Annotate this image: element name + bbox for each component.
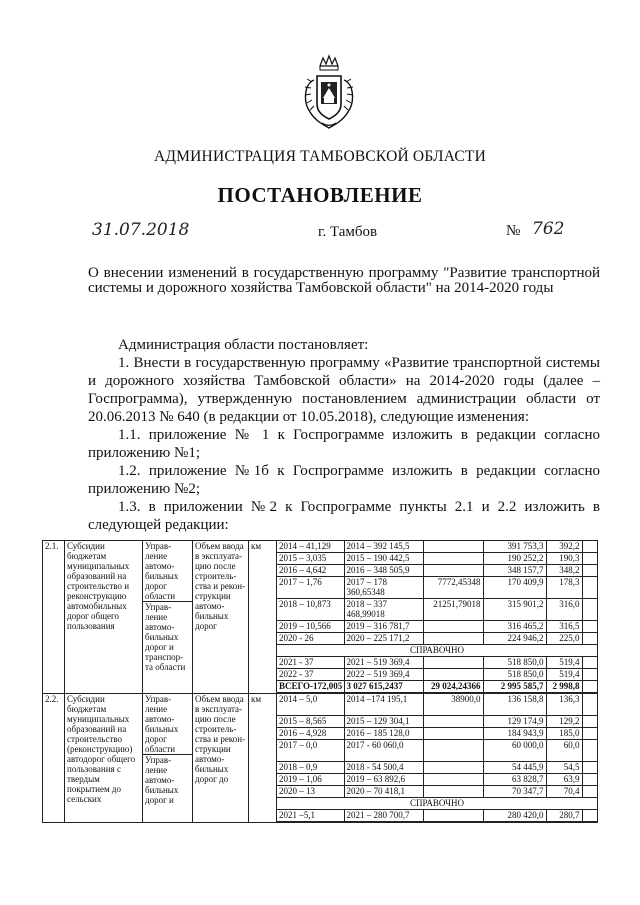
year-cell-a: 38900,0 — [423, 694, 483, 716]
empty-cell — [582, 728, 597, 740]
year-cell-a — [423, 716, 483, 728]
reference-label: СПРАВОЧНО — [277, 798, 597, 810]
body-paragraph-1: 1. Внести в государственную программу «Развитие транспортной системы и дорожного хозяйства Тамбовской области» на 2014-2020 годы (далее – Госпрограмма), утвержденную постановлением администрации области от 20.06.2013 № 640 (в редакции от 10.05.2018), следующие изменения: — [88, 355, 600, 425]
reference-label: СПРАВОЧНО — [277, 645, 597, 657]
year-cell-a — [423, 541, 483, 553]
year-cell-m: 2015 – 129 304,1 — [344, 716, 423, 728]
year-cell-b: 518 850,0 — [483, 669, 546, 681]
year-cell-y: 2015 – 3,035 — [277, 553, 344, 565]
empty-cell — [582, 657, 597, 669]
program-table — [42, 540, 598, 823]
year-cell-c: 70,4 — [546, 786, 582, 798]
year-cell-m: 2019 – 316 781,7 — [344, 621, 423, 633]
year-cell-m: 2019 – 63 892,6 — [344, 774, 423, 786]
row-number-text: 2.2. — [45, 694, 59, 704]
event-name-text: Субсидии бюджетам муниципальных образований на строительство (реконструкцию) автодорог общего пользования с твердым покрытием до сельских — [67, 694, 136, 804]
body-intro: Администрация области постановляет: — [118, 337, 369, 353]
year-cell-b: 518 850,0 — [483, 657, 546, 669]
empty-cell — [582, 565, 597, 577]
empty-cell — [582, 599, 597, 621]
year-cell-m: 2017 – 178 360,65348 — [344, 577, 423, 599]
year-row — [277, 657, 597, 669]
year-row — [277, 740, 597, 762]
empty-cell — [582, 694, 597, 716]
empty-cell — [582, 740, 597, 762]
executor-cell — [143, 694, 193, 823]
year-cell-y: 2019 – 1,06 — [277, 774, 344, 786]
page-cutoff — [42, 886, 598, 905]
year-row — [277, 728, 597, 740]
year-row — [277, 786, 597, 798]
empty-cell — [582, 681, 597, 693]
year-cell-b: 136 158,8 — [483, 694, 546, 716]
empty-cell — [582, 716, 597, 728]
unit-cell — [249, 694, 277, 823]
empty-cell — [582, 810, 597, 822]
empty-cell — [582, 553, 597, 565]
year-cell-c: 178,3 — [546, 577, 582, 599]
year-cell-a — [423, 810, 483, 822]
year-cell-a: 21251,79018 — [423, 599, 483, 621]
year-cell-c: 280,7 — [546, 810, 582, 822]
decree-city: г. Тамбов — [318, 224, 378, 240]
year-cell-y: 2017 – 0,0 — [277, 740, 344, 762]
indicator-name — [193, 541, 249, 694]
year-row — [277, 577, 597, 599]
year-cell-b: 63 828,7 — [483, 774, 546, 786]
year-cell-c: 519,4 — [546, 669, 582, 681]
year-cell-y: 2018 – 0,9 — [277, 762, 344, 774]
year-cell-c: 392,2 — [546, 541, 582, 553]
year-cell-b: 315 901,2 — [483, 599, 546, 621]
year-cell-a — [423, 728, 483, 740]
year-cell-m: 3 027 615,2437 — [344, 681, 423, 693]
year-cell-m: 2018 – 337 468,99018 — [344, 599, 423, 621]
year-row — [277, 633, 597, 645]
row-number — [43, 541, 65, 694]
empty-cell — [582, 621, 597, 633]
year-cell-c: 60,0 — [546, 740, 582, 762]
year-cell-a — [423, 633, 483, 645]
year-cell-y: 2014 – 5,0 — [277, 694, 344, 716]
yearly-data — [277, 541, 598, 694]
decree-subject: О внесении изменений в государственную программу "Развитие транспортной системы и дорожного хозяйства Тамбовской области" на 2014-2020 годы — [88, 265, 600, 296]
body-paragraph-1-1: 1.1. приложение № 1 к Госпрограмме изложить в редакции согласно приложению №1; — [88, 427, 600, 461]
year-cell-y: 2016 – 4,928 — [277, 728, 344, 740]
year-cell-m: 2017 - 60 060,0 — [344, 740, 423, 762]
coat-of-arms-emblem — [300, 52, 358, 132]
year-cell-m: 2014 –174 195,1 — [344, 694, 423, 716]
year-row — [277, 669, 597, 681]
year-cell-c: 519,4 — [546, 657, 582, 669]
year-cell-b: 2 995 585,7 — [483, 681, 546, 693]
year-cell-b: 190 252,2 — [483, 553, 546, 565]
year-cell-m: 2020 – 225 171,2 — [344, 633, 423, 645]
reference-row — [277, 645, 597, 657]
year-cell-a — [423, 740, 483, 762]
year-cell-b: 70 347,7 — [483, 786, 546, 798]
year-cell-c: 190,3 — [546, 553, 582, 565]
document-type-heading: ПОСТАНОВЛЕНИЕ — [217, 183, 423, 207]
year-cell-y: 2019 – 10,566 — [277, 621, 344, 633]
year-cell-m: 2015 – 190 442,5 — [344, 553, 423, 565]
year-cell-a: 7772,45348 — [423, 577, 483, 599]
year-row — [277, 810, 597, 822]
year-cell-y: 2020 – 13 — [277, 786, 344, 798]
table-row — [43, 541, 598, 694]
indicator-name-text: Объем ввода в эксплуата-цию после строитель-ства и рекон-струкции автомо-бильных дорог до — [195, 694, 246, 784]
executor-text: Управ-ление автомо-бильных дорог области — [143, 694, 192, 755]
year-cell-y: 2022 - 37 — [277, 669, 344, 681]
year-cell-a — [423, 669, 483, 681]
year-cell-c: 316,5 — [546, 621, 582, 633]
year-cell-c: 225,0 — [546, 633, 582, 645]
year-cell-m: 2020 – 70 418,1 — [344, 786, 423, 798]
executor-cell — [143, 541, 193, 694]
empty-cell — [582, 786, 597, 798]
year-cell-y: 2020 - 26 — [277, 633, 344, 645]
year-cell-a — [423, 565, 483, 577]
year-cell-m: 2021 – 519 369,4 — [344, 657, 423, 669]
indicator-name-text: Объем ввода в эксплуата-цию после строитель-ства и рекон-струкции автомо-бильных дорог — [195, 541, 246, 631]
decree-number-label: № — [506, 223, 521, 239]
year-cell-b: 348 157,7 — [483, 565, 546, 577]
year-cell-c: 54,5 — [546, 762, 582, 774]
body-paragraph-1-3: 1.3. в приложении №2 к Госпрограмме пункты 2.1 и 2.2 изложить в следующей редакции: — [88, 499, 600, 533]
year-cell-a: 29 024,24366 — [423, 681, 483, 693]
empty-cell — [582, 774, 597, 786]
reference-row — [277, 798, 597, 810]
row-number-text: 2.1. — [45, 541, 59, 551]
row-number — [43, 694, 65, 823]
year-row — [277, 762, 597, 774]
table-row — [43, 694, 598, 823]
year-row — [277, 541, 597, 553]
year-cell-a — [423, 657, 483, 669]
year-row — [277, 553, 597, 565]
year-cell-m: 2014 – 392 145,5 — [344, 541, 423, 553]
year-cell-b: 129 174,9 — [483, 716, 546, 728]
empty-cell — [582, 762, 597, 774]
year-cell-b: 316 465,2 — [483, 621, 546, 633]
year-cell-a — [423, 786, 483, 798]
year-cell-y: 2015 – 8,565 — [277, 716, 344, 728]
year-cell-m: 2016 – 348 505,9 — [344, 565, 423, 577]
executor-text: Управ-ление автомо-бильных дорог и транспор-та области — [145, 602, 186, 672]
year-row — [277, 599, 597, 621]
year-cell-c: 129,2 — [546, 716, 582, 728]
year-cell-c: 185,0 — [546, 728, 582, 740]
body-paragraph-1-2: 1.2. приложение №1б к Госпрограмме изложить в редакции согласно приложению №2; — [88, 463, 600, 497]
year-cell-b: 60 000,0 — [483, 740, 546, 762]
year-cell-c: 348,2 — [546, 565, 582, 577]
empty-cell — [582, 669, 597, 681]
empty-cell — [582, 577, 597, 599]
year-cell-b: 54 445,9 — [483, 762, 546, 774]
event-name-text: Субсидии бюджетам муниципальных образований на строительство и реконструкцию автомобильных дорог общего пользования — [67, 541, 130, 631]
decree-date: 31.07.2018 — [92, 220, 190, 240]
year-row — [277, 774, 597, 786]
year-cell-m: 2018 - 54 500,4 — [344, 762, 423, 774]
year-cell-a — [423, 621, 483, 633]
empty-cell — [582, 541, 597, 553]
year-row — [277, 716, 597, 728]
unit-cell-text: км — [251, 694, 262, 704]
total-row — [277, 681, 597, 693]
executor-text: Управ-ление автомо-бильных дорог области — [143, 541, 192, 602]
yearly-data — [277, 694, 598, 823]
year-cell-b: 184 943,9 — [483, 728, 546, 740]
year-cell-b: 280 420,0 — [483, 810, 546, 822]
event-name — [65, 694, 143, 823]
year-cell-y: 2016 – 4,642 — [277, 565, 344, 577]
year-cell-a — [423, 774, 483, 786]
decree-body — [88, 336, 600, 534]
year-cell-m: 2021 – 280 700,7 — [344, 810, 423, 822]
administration-title: АДМИНИСТРАЦИЯ ТАМБОВСКОЙ ОБЛАСТИ — [154, 148, 486, 165]
empty-cell — [582, 633, 597, 645]
year-cell-c: 63,9 — [546, 774, 582, 786]
year-row — [277, 565, 597, 577]
year-cell-m: 2016 – 185 128,0 — [344, 728, 423, 740]
year-row — [277, 694, 597, 716]
year-cell-y: 2021 –5,1 — [277, 810, 344, 822]
year-cell-y: 2014 – 41,129 — [277, 541, 344, 553]
year-cell-c: 2 998,8 — [546, 681, 582, 693]
year-cell-y: 2017 – 1,76 — [277, 577, 344, 599]
year-cell-b: 224 946,2 — [483, 633, 546, 645]
decree-number: 762 — [532, 219, 565, 239]
year-cell-y: 2018 – 10,873 — [277, 599, 344, 621]
unit-cell-text: км — [251, 541, 262, 551]
indicator-name — [193, 694, 249, 823]
year-row — [277, 621, 597, 633]
year-cell-a — [423, 762, 483, 774]
year-cell-m: 2022 – 519 369,4 — [344, 669, 423, 681]
year-cell-a — [423, 553, 483, 565]
year-cell-y: 2021 - 37 — [277, 657, 344, 669]
year-cell-b: 391 753,3 — [483, 541, 546, 553]
year-cell-y: ВСЕГО-172,005 — [279, 681, 343, 691]
unit-cell — [249, 541, 277, 694]
event-name — [65, 541, 143, 694]
executor-text: Управ-ление автомо-бильных дорог и — [145, 755, 179, 805]
year-cell-b: 170 409,9 — [483, 577, 546, 599]
year-cell-c: 136,3 — [546, 694, 582, 716]
year-cell-c: 316,0 — [546, 599, 582, 621]
